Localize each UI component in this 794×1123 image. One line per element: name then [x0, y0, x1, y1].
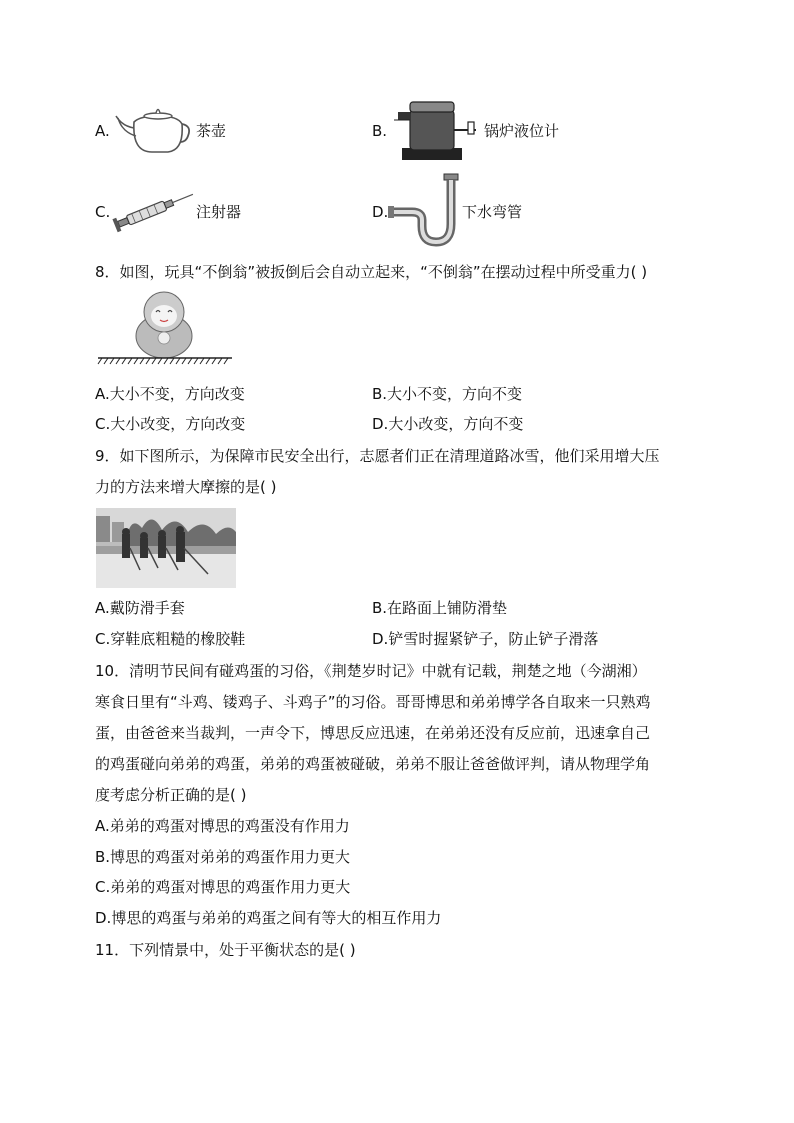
teapot-icon: [112, 100, 192, 156]
q7-option-b-label: 锅炉液位计: [484, 122, 560, 140]
q8-stem: 8．如图，玩具“不倒翁”被扳倒后会自动立起来，“不倒翁”在摆动过程中所受重力( ): [95, 263, 648, 281]
q9-option-c[interactable]: C.穿鞋底粗糙的橡胶鞋: [95, 630, 246, 648]
q10-option-a[interactable]: A.弟弟的鸡蛋对博思的鸡蛋没有作用力: [95, 817, 350, 835]
q9-option-a[interactable]: A.戴防滑手套: [95, 599, 185, 617]
q10-stem-line-1: 10．清明节民间有碰鸡蛋的习俗，《荆楚岁时记》中就有记载，荆楚之地（今湖湘）: [95, 662, 647, 680]
q10-option-b[interactable]: B.博思的鸡蛋对弟弟的鸡蛋作用力更大: [95, 848, 351, 866]
q9-option-b[interactable]: B.在路面上铺防滑垫: [372, 599, 508, 617]
q7-option-c-label: 注射器: [196, 203, 242, 221]
q9-option-d[interactable]: D.铲雪时握紧铲子，防止铲子滑落: [372, 630, 599, 648]
boiler-gauge-icon: [394, 98, 478, 162]
syringe-icon: [112, 190, 196, 230]
q9-stem-line-2: 力的方法来增大摩擦的是( ): [95, 478, 277, 496]
q10-stem-line-5: 度考虑分析正确的是( ): [95, 786, 247, 804]
q10-stem-line-4: 的鸡蛋碰向弟弟的鸡蛋，弟弟的鸡蛋被碰破，弟弟不服让爸爸做评判，请从物理学角: [95, 755, 651, 773]
snow-clearing-photo: [96, 508, 236, 588]
q9-stem-line-1: 9．如下图所示，为保障市民安全出行，志愿者们正在清理道路冰雪，他们采用增大压: [95, 447, 660, 465]
option-letter: B.: [372, 122, 388, 140]
q7-option-b[interactable]: [372, 121, 387, 141]
option-letter: D.: [372, 203, 389, 221]
q7-option-a-label: 茶壶: [196, 122, 227, 140]
q10-option-c[interactable]: C.弟弟的鸡蛋对博思的鸡蛋作用力更大: [95, 878, 351, 896]
q7-option-d-label: 下水弯管: [462, 203, 523, 221]
q7-option-a[interactable]: [95, 121, 110, 141]
q11-stem: 11．下列情景中，处于平衡状态的是( ): [95, 941, 356, 959]
q8-option-a[interactable]: A.大小不变，方向改变: [95, 385, 245, 403]
q8-option-b[interactable]: B.大小不变，方向不变: [372, 385, 523, 403]
q10-stem-line-3: 蛋，由爸爸来当裁判，一声令下，博思反应迅速，在弟弟还没有反应前，迅速拿自己: [95, 724, 651, 742]
option-letter: A.: [95, 122, 110, 140]
option-letter: C.: [95, 203, 111, 221]
q8-option-c[interactable]: C.大小改变，方向改变: [95, 415, 246, 433]
drain-pipe-icon: [388, 172, 462, 248]
q10-option-d[interactable]: D.博思的鸡蛋与弟弟的鸡蛋之间有等大的相互作用力: [95, 909, 442, 927]
q7-option-d[interactable]: [372, 202, 388, 222]
q8-option-d[interactable]: D.大小改变，方向不变: [372, 415, 524, 433]
q7-option-c[interactable]: [95, 202, 110, 222]
q10-stem-line-2: 寒食日里有“斗鸡、镂鸡子、斗鸡子”的习俗。哥哥博思和弟弟博学各自取来一只熟鸡: [95, 693, 651, 711]
tumbler-doll-icon: [98, 290, 234, 364]
